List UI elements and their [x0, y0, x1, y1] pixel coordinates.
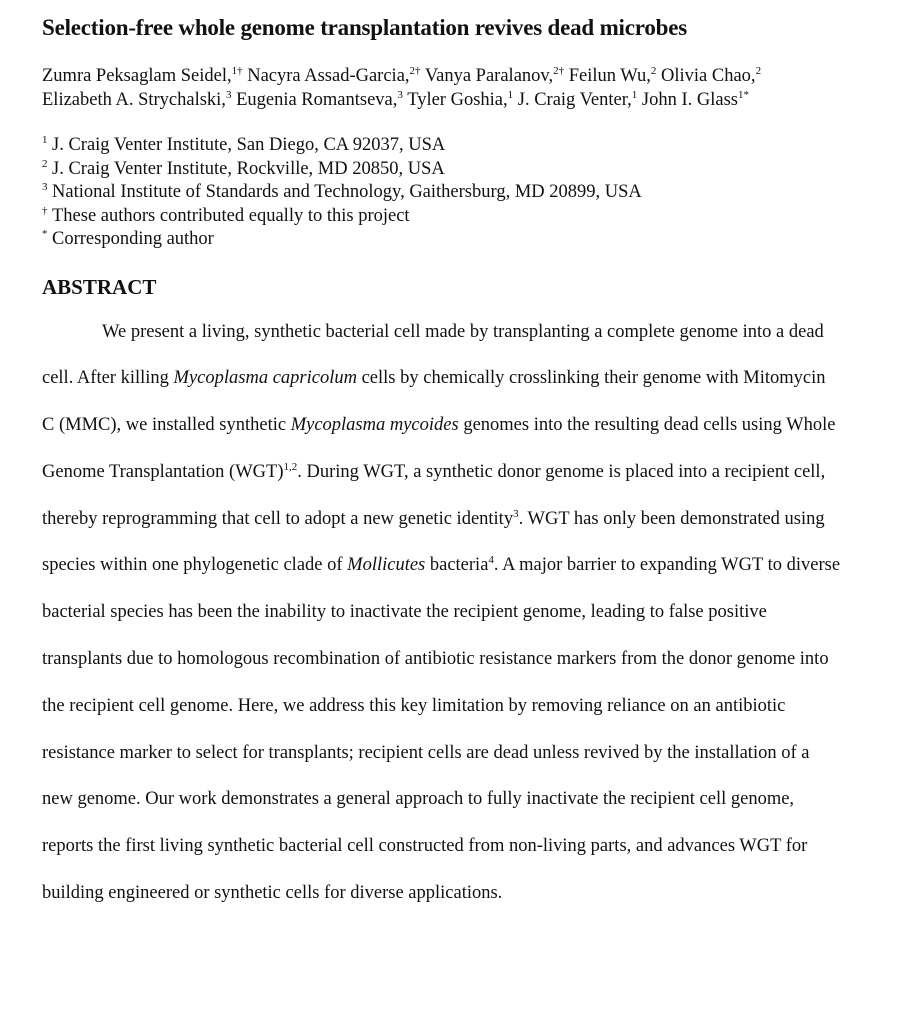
author-name: Olivia Chao,	[661, 66, 756, 86]
author-name: Eugenia Romantseva,	[236, 90, 398, 110]
abstract-text: . A major barrier to expanding WGT to diverse bacterial species has been the inability to inactivate the recipient genome, leading to false positive transplants due to homologous recombination of antibiotic resistance markers from the donor genome into the recipient cell genome. Here, we address this key limitation by removing reliance on an antibiotic resistance marker to select for transplants; recipient cells are dead unless revived by the installation of a new genome. Our work demonstrates a general approach to fully inactivate the recipient cell genome, reports the first living synthetic bacterial cell constructed from non-living parts, and advances WGT for building engineered or synthetic cells for diverse applications.	[42, 555, 841, 904]
author-mark: 1	[631, 89, 638, 101]
abstract-paragraph	[42, 309, 842, 917]
author-mark: 3	[225, 89, 232, 101]
author	[407, 90, 513, 110]
author-mark: 1*	[738, 89, 749, 101]
author-name: Nacyra Assad-Garcia,	[247, 66, 410, 86]
author-mark: 3	[397, 89, 403, 101]
paper-page	[42, 14, 842, 935]
affiliation-text: Corresponding author	[52, 229, 214, 249]
affiliation-list	[42, 134, 842, 252]
abstract-text: cells by chemically crosslinking their genome with Mitomycin C (MMC), we installed synthetic	[42, 368, 826, 436]
abstract-heading: ABSTRACT	[42, 274, 157, 299]
author	[518, 90, 638, 110]
author-name: Vanya Paralanov,	[424, 66, 554, 86]
species-name: Mycoplasma mycoides	[290, 415, 459, 436]
affiliation-text: J. Craig Venter Institute, Rockville, MD 20850, USA	[52, 158, 445, 179]
author	[42, 90, 231, 110]
author	[642, 90, 749, 110]
citation-ref: 1,2	[283, 460, 298, 473]
author	[247, 66, 420, 86]
author-name: Feilun Wu,	[568, 66, 651, 86]
abstract-text: genomes into the resulting dead cells using Whole Genome Transplantation (WGT)	[42, 415, 836, 482]
affiliation-text: National Institute of Standards and Technology, Gaithersburg, MD 20899, USA	[52, 182, 642, 202]
author-name: Zumra Peksaglam Seidel,	[42, 66, 232, 86]
affiliation: † These authors contributed equally to this project	[42, 204, 410, 226]
author	[569, 66, 657, 86]
author-mark: 1	[507, 89, 514, 101]
abstract-text: . During WGT, a synthetic donor genome is placed into a recipient cell, thereby reprogramming that cell to adopt a new genetic identity	[42, 461, 826, 529]
author-mark: 2	[755, 65, 762, 77]
species-name: Mollicutes	[347, 555, 426, 576]
affiliation: 1 J. Craig Venter Institute, San Diego, CA 92037, USA	[42, 134, 446, 155]
affiliation: 3 National Institute of Standards and Technology, Gaithersburg, MD 20899, USA	[42, 181, 642, 202]
author-mark: 2†	[409, 65, 421, 77]
author-mark: 2	[650, 65, 657, 77]
abstract-text: . WGT has only been demonstrated using species within one phylogenetic clade of	[42, 508, 825, 576]
affiliation: 2 J. Craig Venter Institute, Rockville, MD 20850, USA	[42, 157, 445, 179]
author-name: Tyler Goshia,	[407, 90, 508, 110]
author-name: Elizabeth A. Strychalski,	[42, 90, 226, 110]
author-mark: 2†	[553, 65, 565, 77]
species-name: Mycoplasma capricolum	[173, 368, 357, 389]
abstract-text: bacteria	[425, 555, 489, 576]
affiliation-text: J. Craig Venter Institute, San Diego, CA 92037, USA	[52, 135, 446, 155]
author	[425, 66, 564, 86]
citation-ref: 4	[488, 554, 494, 567]
author	[661, 66, 761, 86]
author	[42, 66, 243, 86]
paper-title: Selection-free whole genome transplantation revives dead microbes	[42, 15, 687, 40]
affiliation-text: These authors contributed equally to this project	[52, 205, 410, 226]
affiliation: * Corresponding author	[42, 228, 214, 249]
author-name: J. Craig Venter,	[517, 90, 632, 110]
author	[236, 90, 403, 110]
author-mark: 1†	[231, 65, 243, 77]
citation-ref: 3	[513, 507, 519, 520]
author-list	[42, 64, 842, 112]
abstract-text: We present a living, synthetic bacterial cell made by transplanting a complete genome into a dead cell. After killing	[42, 321, 824, 389]
author-name: John I. Glass	[641, 90, 738, 110]
